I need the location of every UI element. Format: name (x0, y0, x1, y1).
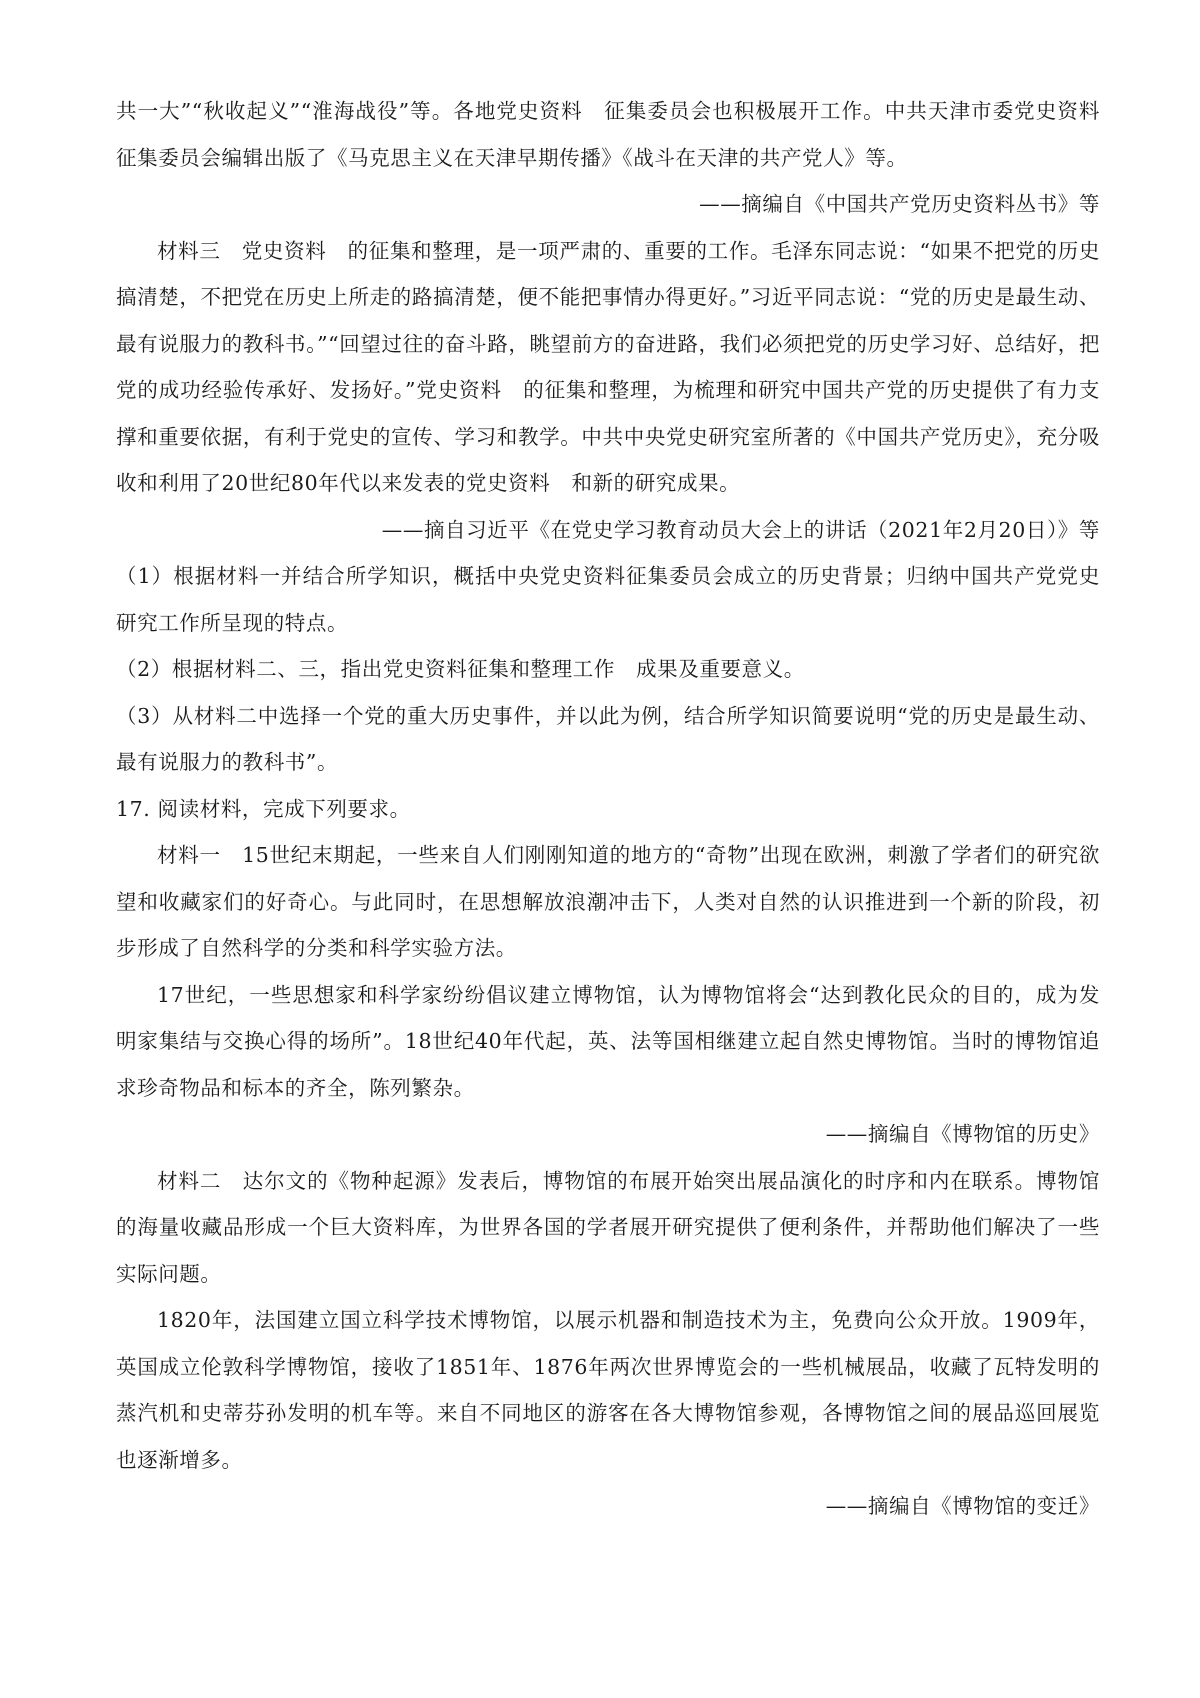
paragraph-17th-century: 17世纪，一些思想家和科学家纷纷倡议建立博物馆，认为博物馆将会“达到教化民众的目的，成为发明家集结与交换心得的场所”。18世纪40年代起，英、法等国相继建立起自然史博物馆。当时的博物馆追求珍奇物品和标本的齐全，陈列繁杂。 (116, 982, 1100, 1100)
source-citation-3: ——摘编自《博物馆的历史》 (825, 1122, 1100, 1146)
document-body (116, 88, 1122, 1530)
question-17-heading: 17. 阅读材料，完成下列要求。 (116, 796, 411, 821)
paragraph-1820: 1820年，法国建立国立科学技术博物馆，以展示机器和制造技术为主，免费向公众开放。1909年，英国成立伦敦科学博物馆，接收了1851年、1876年两次世界博览会的一些机械展品，收藏了瓦特发明的蒸汽机和史蒂芬孙发明的机车等。来自不同地区的游客在各大博物馆参观，各博物馆之间的展品巡回展览也逐渐增多。 (116, 1308, 1100, 1472)
paragraph-material-3: 材料三 党史资料 的征集和整理，是一项严肃的、重要的工作。毛泽东同志说：“如果不把党的历史搞清楚，不把党在历史上所走的路搞清楚，便不能把事情办得更好。”习近平同志说：“党的历史是最生动、最有说服力的教科书。”“回望过往的奋斗路，眺望前方的奋进路，我们必须把党的历史学习好、总结好，把党的成功经验传承好、发扬好。”党史资料 的征集和整理，为梳理和研究中国共产党的历史提供了有力支撑和重要依据，有利于党史的宣传、学习和教学。中共中央党史研究室所著的《中国共产党历史》，充分吸收和利用了20世纪80年代以来发表的党史资料 和新的研究成果。 (116, 238, 1100, 495)
question-16-3: （3）从材料二中选择一个党的重大历史事件，并以此为例，结合所学知识简要说明“党的历史是最生动、最有说服力的教科书”。 (116, 703, 1100, 774)
question-16-1: （1）根据材料一并结合所学知识，概括中央党史资料征集委员会成立的历史背景；归纳中国共产党党史研究工作所呈现的特点。 (116, 564, 1100, 635)
question-16-2: （2）根据材料二、三，指出党史资料征集和整理工作 成果及重要意义。 (116, 657, 805, 681)
paragraph-party-history-committees: 共一大”“秋收起义”“淮海战役”等。各地党史资料 征集委员会也积极展开工作。中共天津市委党史资料 征集委员会编辑出版了《马克思主义在天津早期传播》《战斗在天津的共产党人》等。 (116, 99, 1122, 170)
source-citation-2: ——摘自习近平《在党史学习教育动员大会上的讲话（2021年2月20日）》等 (381, 517, 1100, 542)
paragraph-material-2: 材料二 达尔文的《物种起源》发表后，博物馆的布展开始突出展品演化的时序和内在联系。博物馆的海量收藏品形成一个巨大资料库，为世界各国的学者展开研究提供了便利条件，并帮助他们解决了一些实际问题。 (116, 1168, 1100, 1286)
paragraph-material-1: 材料一 15世纪末期起，一些来自人们刚刚知道的地方的“奇物”出现在欧洲，刺激了学者们的研究欲望和收藏家们的好奇心。与此同时，在思想解放浪潮冲击下，人类对自然的认识推进到一个新的阶段，初步形成了自然科学的分类和科学实验方法。 (116, 843, 1100, 960)
source-citation-4: ——摘编自《博物馆的变迁》 (825, 1494, 1100, 1518)
source-citation-1: ——摘编自《中国共产党历史资料丛书》等 (699, 192, 1100, 216)
